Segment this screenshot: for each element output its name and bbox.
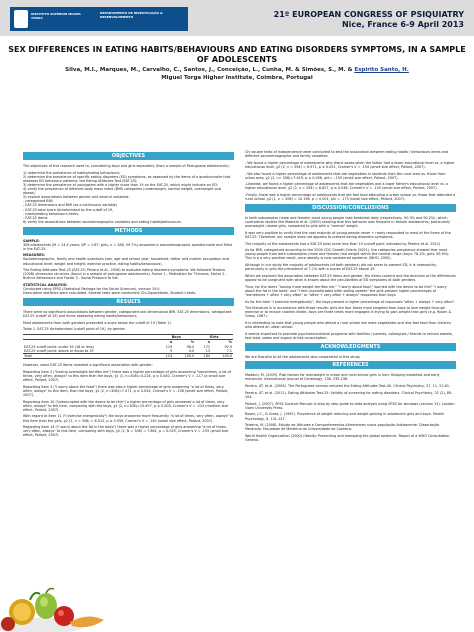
discussion-paragraph: When we explored the association between EAT-25 items and gender, the items content and the direction of the differences appear to be congruent with what is known about the peculiarities of ED symptoms at both genders. xyxy=(245,273,456,282)
sample-label: SAMPLE: xyxy=(23,238,40,243)
discussion-paragraph: The literature is in accordance with these results: girls are four times more targeted than boys to lose weight through exercise or to reduce calories intake, boys are three times more engaged in trying to gain weight than girls (e.g. Rosen & Gross, 1987). xyxy=(245,306,452,319)
results-paragraph: Regarding item 14 ("I worry about the fat in the body") there was a higher percentage of girls answering "a lot of times, very often, always" to this item, comparing with boys, χ2 (2, N = 308) = 7.861, p = 0.025, Cramer's V = .155 (small size effect, Pallant, 2007). xyxy=(23,425,229,438)
table-header-cell: n xyxy=(207,340,211,345)
reference-item: Teixeira, M. (2008). Estudo de Atitudes e Comportamentos Alimentares numa população Adolescente. Dissertação Mestrado. Faculdade de Medicina da Universidade de Coimbra. xyxy=(245,423,440,432)
sample-text: 308 adolescents (M = 14.5 years; DP = 1.67; girls, n = 186, 59.7%) answered a sociodemographic questionnaire and filled in the EAT-25. xyxy=(23,242,232,251)
results-paragraph: -Finally, there was a higher percentage of adolescents that ate fast food attending a urban school vs. those that attended a rural school, χ2 (1, n = 308) = 10.198, p = 0.001, phi = .173 (small size effect, Pallant, 2007). xyxy=(245,193,456,202)
objectives-list xyxy=(23,171,234,224)
results-paragraph: - We also found a higher percentage of adolescents that ate vegetables in students from the rural area vs. those from urban area, χ2 (2, n= 308)=7.419, p ≤ 0.006, phi= -.155 (small size effect, Pallant, 2007). xyxy=(245,171,446,180)
results-paragraph: Chi square tests of independence were conducted to test the association between eating habits / behaviours items and different sociodemographic and family variables: xyxy=(245,150,449,159)
results-paragraph: There were no significant associations between gender, categorized and dimensional BMI, EAT-25 dimensions, categorized EAT-25 (cutoff of 19) and items assessing eating habits/behaviours. xyxy=(23,310,232,319)
reference-item: Pereira, AT. et al. (2011). Eating Attitudes Test-25: Validity of screening for eating disorders. Clinical Psychiatry, 32 (2), 89-104. xyxy=(245,390,453,399)
measures-eat-paragraph: The Eating Attitudes Test-25 (EAT-25; Pereira et al., 2006) to evaluate eating disorders symptoms. We followed Teixeira (2008) dimension structure (found in a sample of portuguese adolescents): Factor 1 - Motivation for Thinness, Factor 2 - Bulimic Behaviours and Factor 3 - Social Pressure to Eat. xyxy=(23,268,227,281)
table-cell: 100.0 xyxy=(211,353,233,358)
sample-paragraph xyxy=(23,239,234,251)
congress-name: 21º EUROPEAN CONGRESS OF PSIQUIATRY xyxy=(273,10,464,19)
table-total-row xyxy=(23,353,233,358)
objectives-heading: OBJECTIVES xyxy=(23,152,234,160)
discussion-paragraph: Thus, for the items "having more weight terrifies me," "I worry about food," worried with the desire to be thin" "I worry about the fat in the body" and "I feel uncomfortable after eating sweets" the girls present higher percentages of "sometimes + often + very often" or "often + very often + always" responses than boys. xyxy=(245,284,447,297)
discussion-paragraph: In both subsamples (male and female) most young people take breakfast daily (respectively, 90.3% and 90.2%), which contradicts studies like Madduh et al. (2009) showing that this behavior was frequent in female adolescents, particularly overweight / obese girls, compared to girls with a "normal" weight. xyxy=(245,215,451,229)
discussion-paragraph: It is interesting to note that young people who attend a rural school eat more vegetables and less fast food than children who attend an urban school. xyxy=(245,321,451,330)
table-cell: 96.0 xyxy=(186,344,195,349)
results-paragraph: -Likewise, we found a higher percentage of adolescents that ate vegetables and a lower father's educational level vs. a higher educational level, χ2 (2, n = 294) = 6.627, p ≤ 0.036, Cramer's V = .150 (small size effect, Pallant, 2007). xyxy=(245,182,448,191)
table-cell: EAT-25 cutoff point: under 19 (18 or less) xyxy=(24,344,94,349)
table-cell: 4.0 xyxy=(188,348,195,353)
table-header-cell: n xyxy=(169,340,173,345)
table-cell: 100.0 xyxy=(173,353,195,358)
objective-item: - EAT-25 dimensions and BMI (as a continuous variable) xyxy=(23,203,118,208)
reference-item: Rosen, J.C., & Gross, J. (1987). Prevalence of weight reducing and weight gaining in adolescent girls and boys. Health Psychology, 6, 131-147. xyxy=(245,412,444,421)
results-paragraph: Regarding item 10 ("preoccupied with the desire to be thin") a higher percentage of girls answered a lot of times, very often, always" to the item, comparing with the boys, χ2 (2, n=308)=15.497, p ≤ 0.000, Cramer's V = .224 (medium size effect, Pallant, 2007). xyxy=(23,399,229,412)
methods-heading: METHODS xyxy=(23,227,234,235)
fruit-vegetables-illustration xyxy=(0,560,120,632)
statistics-paragraph xyxy=(23,283,234,295)
objective-item: - habits/eating behaviours items, xyxy=(23,211,80,216)
objective-item: 3) determine the prevalence of youngsters with a higher score than 19 on the EAT-25, which might indicate an ED; xyxy=(23,182,218,187)
reference-item: Madduh, M. (2009). Risk factors for overweight in urban and rural school girls in Iran: Skipping breakfast and early menarche. International Journal of Cardiology, 136, 235-238. xyxy=(245,373,440,382)
congress-place-date: Nice, France 6-9 April 2013 xyxy=(341,20,464,29)
affiliation: Miguel Torga Higher Institute, Coimbra, Portugal xyxy=(161,75,313,81)
table-cell: Total xyxy=(23,353,157,358)
measures-text: Sociodemographic, family and health questions (sex, age and school year; household; father and mother occupation and educational level; weight and height; exercise practice, eating habits/behaviours). xyxy=(23,257,229,266)
table-header-cell: % xyxy=(228,340,232,345)
table-cell: 124 xyxy=(157,353,173,358)
measures-label: MEASURES: xyxy=(23,253,46,258)
acknowledgments-heading: ACKNOWLEDGMENTS xyxy=(245,343,456,351)
table-cell: 92.9 xyxy=(224,344,232,349)
results-paragraph: - We found a higher percentage of adolescents who drank sodas when the father had a lower educational level vs. a higher educational level, χ2 (2, n = 294) = 6.971, p ≤ 0.031, Cramer's V = .154 (small size effect, Pallant, 2007). xyxy=(245,160,455,169)
table-cell: EAT-25 cutoff point: above or equal to 19 xyxy=(24,348,94,353)
table-cell: 7.1 xyxy=(226,348,232,353)
discussion-paragraph: Although in our study the majority of adolescents (of both genders) did not seem to present ED, it is noteworthy, particularly in girls the prevalence of 7.1% with a scores of EAT-25 above 19. xyxy=(245,263,438,272)
objective-item: - categorised BMI, xyxy=(23,199,54,204)
table-cell: 119 xyxy=(165,344,173,349)
objective-item: 5) explore associations between gender and several variables: xyxy=(23,195,130,200)
table-cell: 184 xyxy=(195,353,211,358)
discussion-paragraph: As for BMI, categorized according to the 2000 CDC Growth Charts (2001), the categories prevalence showed that most young people from both subsamples (male and female) had weight within the normal range (boys: 78.2%; girls: 85.9%). This is a a very positive result, once obesity is now considered epidemic (WHO, 2000). xyxy=(245,248,450,261)
discussion-paragraph: The majority of the adolescents had a EAT-25 total score less than 19 (cutoff point indicated by Pereira et al. 2011) xyxy=(245,241,441,246)
objective-item: 1) determine the prevalence of habits/eating behaviours; xyxy=(23,170,121,175)
references-heading: REFERENCES xyxy=(245,361,456,369)
discussion-heading: DISCUSSION/CONCLUSIONS xyxy=(245,204,456,212)
header-band xyxy=(0,0,474,36)
congress-info xyxy=(274,10,464,30)
results-paragraph: However, some EAT-25 items revealed a significant association with gender: xyxy=(23,363,153,368)
objective-item: 2) determine the prevalence of specific eating disorders (ED) symptoms, as assessed by the items of a questionnaire that assesses ED behaviour patterns, the Eating Attitudes Test (EAT-25); xyxy=(23,174,231,183)
logo-name: INSTITUTO SUPERIOR MIGUEL TORGA xyxy=(31,12,82,20)
objective-item: - EAT-25 total score dichotomised by the cutoff of 19, xyxy=(23,207,114,212)
discussion-paragraph: As for the item "I exercise energetically", the boys present a higher percentage of responses "often + always + very often". xyxy=(245,299,456,304)
reference-item: Pallant, J. (2007). SPSS Survival Manual: A step by step guide to data analysis using SPSS for windows (version 15). London: Open University Press. xyxy=(245,401,456,410)
right-column xyxy=(245,150,456,630)
table-header-cell: % xyxy=(190,340,195,345)
results-heading: RESULTS xyxy=(23,298,234,306)
discussion-paragraph: It was very positive to verify that the vast majority of young people never + rarely responded to most of the items of the EAT-25. Therefore, our sample does not appears to present eating disorders symptoms. xyxy=(245,230,451,239)
statistics-text: Conducted using SPSS (Statistical Package for the Social Sciences), version 19.0. xyxy=(23,287,161,292)
measures-paragraph xyxy=(23,253,234,265)
left-column xyxy=(23,150,234,630)
table-caption: Table 1. EAT-25 dichotomized (cutoff point of 19), by gender. xyxy=(23,327,126,332)
logo-department: DEPARTAMENTO DE INVESTIGAÇÃO & DESENVOLVIMENTO xyxy=(100,11,163,19)
statistics-tests: Descriptive statistics were calculated. Several tests were conducted: Chi-Squaretests, Student t tests. xyxy=(23,291,197,296)
table-cell: 171 xyxy=(203,344,211,349)
results-paragraph: With regard to item 11 ("I exercise energetically") the boys answered more frequently "a lot of times, very often, always" to this item than the girls, χ2 (2, n = 308) = 6.012, p ≤ 0.050, Cramer's V = .140 (small size effect, Pallant, 2007). xyxy=(23,414,234,423)
statistics-label: STATISTICAL ANALYSIS: xyxy=(23,283,68,288)
acknowledgments-text: We are thankful to all the adolescents who cooperated in this study. xyxy=(245,354,361,359)
table-header-cell: Girls xyxy=(195,335,233,340)
institute-logo xyxy=(10,7,188,31)
objective-item: 4) verify the prevalence of different body mass index (BMI) categories (underweight, normal weight, overweight and obese); xyxy=(23,187,221,196)
reference-item: World Health Organization (2000) Obesity: Preventing and managing the global epidemic. Report of a WHO Consultation, Geneva. xyxy=(245,433,451,443)
objective-item: 6) verify the associations between sociodemographic variables and eating habits/behaviours. xyxy=(23,219,182,224)
logo-mark-icon xyxy=(14,10,28,28)
table-cell: 5 xyxy=(170,348,173,353)
eat25-table xyxy=(23,334,233,359)
results-paragraph: Regarding item 3 ("I worry about the food") there was also a higher percentage of girls answering "a lot of times, very often, always" to this item, than the boys, χ2 (2, n=308)=7.471, p ≤ 0.024, Cramer's V = .156 (small size effect, Pallant, 2007). xyxy=(23,384,229,397)
authors xyxy=(8,67,466,74)
objectives-intro: The objectives of this research were to, considering boys and girls separately (from a sample of Portuguese adolescents): xyxy=(23,164,230,168)
objective-item: - EAT-25 items. xyxy=(23,215,49,220)
results-paragraph: Regarding item 2 ("having overweight terrifies me") there was a higher percentage of girls answering "sometimes, a lot of times, very often, always" to this item than the boys, χ2 (1, n=308)=4.216, p ≤ 0.040, Cramer's V = .117 (a small size effect, Pallant, 2007). xyxy=(23,369,231,383)
discussion-paragraph: It seems important to promote psychoeducational programs with families / parents, colleagues / friends to reduce sweets, fast food, sodas and sugary drinks consumption. xyxy=(245,331,453,340)
presenting-author: Espirito Santo, H. xyxy=(354,67,409,73)
poster-title: SEX DIFFERENCES IN EATING HABITS/BEHAVIOURS AND EATING DISORDERS SYMPTOMS, IN A SAMPLE OF ADOLESCENTS xyxy=(8,45,466,64)
table-header-cell: Boys xyxy=(157,335,195,340)
authors-main: Silva, M.I., Marques, M., Carvalho, C., Santos, J., Conceição, L., Cunha, M. & Simões, S., M. & xyxy=(65,67,353,73)
reference-item: Pereira, AT. et al. (2006). The Portuguese version reduced the Eating Attitudes Test-40. Clinical Psychiatry, 27, 11, 51-61. xyxy=(245,384,451,389)
table-cell: 13 xyxy=(205,348,211,353)
results-paragraph: Most adolescents from both genders presented a score below the cutoff of 19 (Table 1). xyxy=(23,320,172,325)
